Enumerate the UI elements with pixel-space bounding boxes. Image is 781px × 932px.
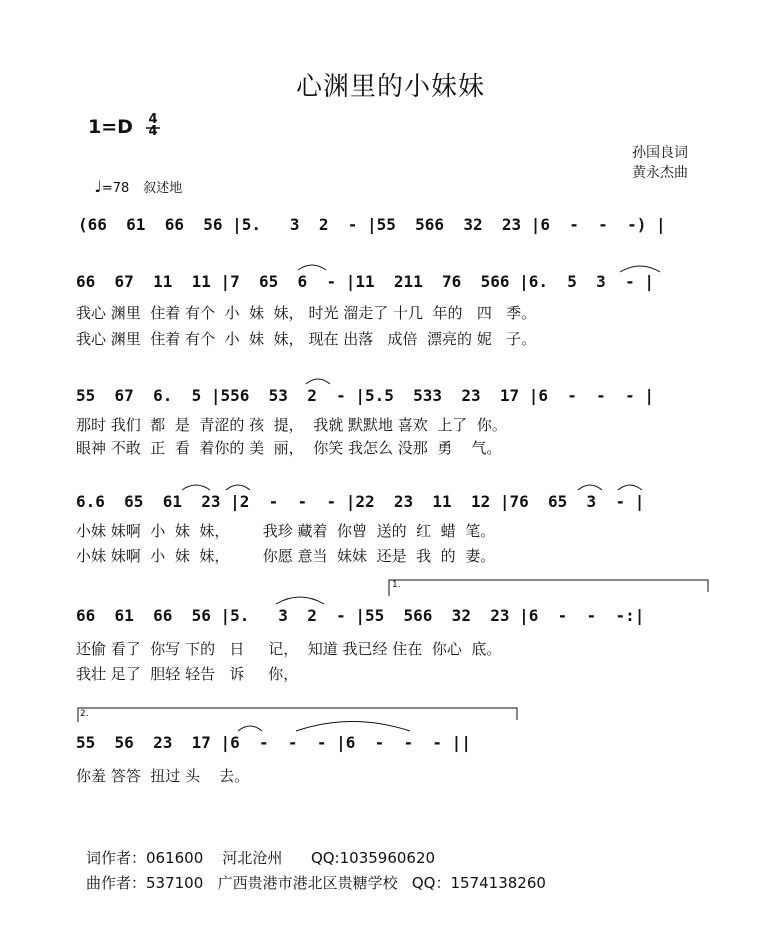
key-signature: 1=D [88,116,133,138]
lyricist-credit: 孙国良词 [632,145,688,161]
slur-line-6a [238,726,262,731]
volta-1-bracket [389,580,708,596]
notation-line-6: 55 56 23 17 |6 - - - |6 - - - || [76,733,471,752]
volta-1-label: 1. [392,580,401,590]
time-signature-top: 4 [148,112,158,127]
volta-2-bracket [78,708,517,722]
slur-line-5 [276,597,324,604]
tie-line-6 [296,722,410,732]
composer-credit: 黄永杰曲 [632,165,688,181]
expression-marking: 叙述地 [143,181,183,196]
lyrics-line-4-verse-2: 小妹 妹啊 小 妹 妹， 你愿 意当 妹妹 还是 我 的 妻。 [76,547,496,565]
tempo-value: =78 [101,181,130,196]
notation-line-5: 66 61 66 56 |5. 3 2 - |55 566 32 23 |6 - - -:| [76,606,645,625]
slur-line-2a [298,265,326,270]
slur-line-4a [182,485,210,490]
lyrics-line-3-verse-1: 那时 我们 都 是 青涩的 孩 提， 我就 默默地 喜欢 上了 你。 [76,416,507,434]
quarter-note-icon: ♩ [94,177,102,196]
notation-line-4: 6.6 65 61 23 |2 - - - |22 23 11 12 |76 65 3 - | [76,492,645,511]
time-signature-bottom: 4 [148,124,158,139]
song-title: 心渊里的小妹妹 [295,72,485,102]
slur-line-4b [226,485,250,490]
lyrics-line-5-verse-2: 我壮 足了 胆轻 轻告 诉 你， [76,665,299,683]
lyricist-contact: 词作者：061600 河北沧州 QQ:1035960620 [86,849,436,867]
lyrics-line-6-verse-1: 你羞 答答 扭过 头 去。 [76,767,250,785]
slur-line-4c [578,485,602,490]
volta-2-label: 2. [80,709,89,719]
slur-line-4d [618,485,642,490]
lyrics-line-2-verse-2: 我心 渊里 住着 有个 小 妹 妹， 现在 出落 成倍 漂亮的 妮 子。 [76,330,537,348]
notation-line-2: 66 67 11 11 |7 65 6 - |11 211 76 566 |6. 5 3 - | [76,272,654,291]
lyrics-line-4-verse-1: 小妹 妹啊 小 妹 妹， 我珍 藏着 你曾 送的 红 蜡 笔。 [76,522,496,540]
lyrics-line-3-verse-2: 眼神 不敢 正 看 着你的 美 丽， 你笑 我怎么 没那 勇 气。 [76,439,502,457]
lyrics-line-2-verse-1: 我心 渊里 住着 有个 小 妹 妹， 时光 溜走了 十几 年的 四 季。 [76,304,537,322]
slur-line-3 [306,379,330,384]
notation-line-3: 55 67 6. 5 |556 53 2 - |5.5 533 23 17 |6 - - - | [76,386,654,405]
composer-contact: 曲作者：537100 广西贵港市港北区贵糖学校 QQ：1574138260 [86,874,546,892]
slur-line-2b [620,266,660,272]
lyrics-line-5-verse-1: 还偷 看了 你写 下的 日 记， 知道 我已经 住在 你心 底。 [76,640,502,658]
notation-line-1: (66 61 66 56 |5. 3 2 - |55 566 32 23 |6 - - -) | [78,215,666,234]
